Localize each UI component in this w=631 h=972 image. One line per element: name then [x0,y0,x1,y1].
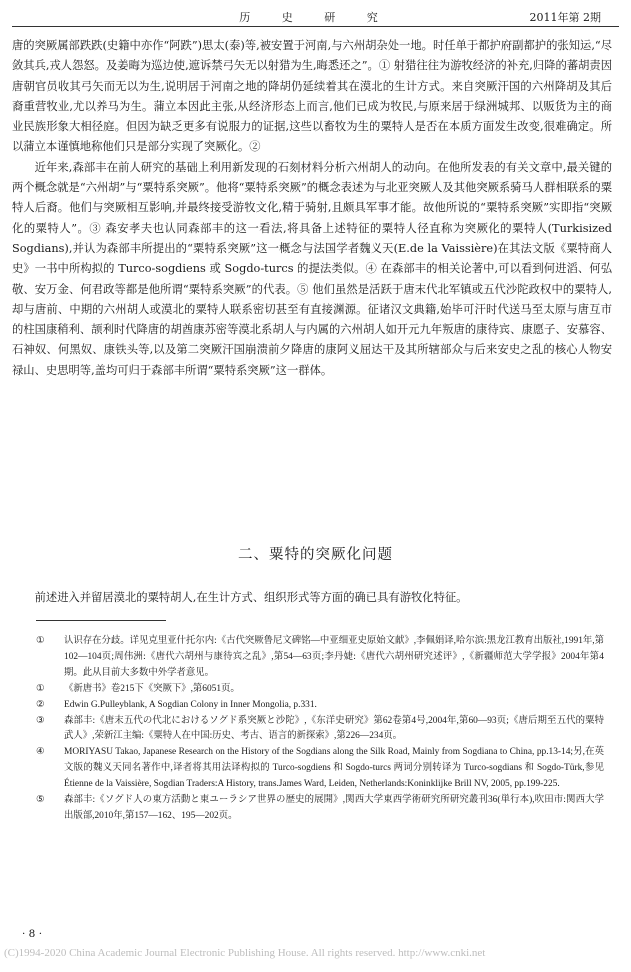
footnote-text: 认识存在分歧。详见克里亚什托尔内:《古代突厥鲁尼文碑铭—中亚细亚史原始文献》,李佩娟译,哈尔滨:黑龙江教育出版社,1991年,第102—104页;周伟洲:《唐代六胡州与康待宾之乱》,第54—63页;李丹婕:《唐代六胡州研究述评》,《新疆师范大学学报》2004年第4期。此从目前大多数中外学者意见。 [64,636,604,678]
section-lead-paragraph: 前述进入并留居漠北的粟特胡人,在生计方式、组织形式等方面的确已具有游牧化特征。 [34,591,468,604]
running-header [12,4,619,27]
journal-title: 历 史 研 究 [239,11,392,24]
footnote-divider [36,620,166,621]
footnote-text: 《新唐书》卷215下《突厥下》,第6051页。 [64,683,240,694]
footnote-marker: ⑤ [36,795,45,806]
footnote-text: MORIYASU Takao, Japanese Research on the History of the Sogdians along the Silk Road, Mainly from Sogdiana to China, pp.13-14;另,在英文版的魏义天同名著作中,译者将其用法译构拟的 Turco-sogdiens 和 Sogdo-turcs 两词分别转译为 Turco-sogdians 和 Sogdo-Türk,参见 Étienne de la Vaissière, Sogdian Traders:A History, trans.James Ward, Leiden, Netherlands:Koninklijke Brill NV, 2005, pp.199-225. [64,747,604,790]
footnote-text: 森部丰:《唐末五代の代北におけるソグド系突厥と沙陀》,《东洋史研究》第62卷第4号,2004年,第60—93页;《唐后期至五代的粟特武人》,荣新江主编:《粟特人在中国:历史、考古、语言的新探索》,第226—234页。 [64,715,604,742]
footnote-item [36,634,604,682]
footnote-text: Edwin G.Pulleyblank, A Sogdian Colony in Inner Mongolia, p.331. [64,699,317,710]
footnote-item [36,698,604,714]
footnote-item [36,745,604,793]
body-paragraph: 唐的突厥属部跌跌(史籍中亦作“阿跌”)思太(泰)等,被安置于河南,与六州胡杂处一地。时任单于都护府副都护的张知运,“尽敛其兵,戎人怨怒。及姜晦为巡边使,遮诉禁弓矢无以射猎为生,晦悉还之”。① 射猎往往为游牧经济的补充,归降的蕃胡责因唐朝官员收其弓矢而无以为生,说明居于河南之地的降胡仍延续着其在漠北的生计方式。来自突厥汗国的六州降胡及其后裔重营牧业,尤以养马为生。蒲立本因此主张,从经济形态上而言,他们已成为牧民,与原来居于绿洲城邦、以贩货为主的商业民族形象大相径庭。但因为缺乏更多有说服力的证据,这些以畜牧为生的粟特人是否在本质方面发生改变,很难确定。所以蒲立本谨慎地称他们只是部分实现了突厥化。② [12,39,612,154]
footnote-item [36,793,604,825]
footnote-marker: ④ [36,747,45,758]
issue-label: 2011年第 2期 [529,11,601,24]
section-heading: 二、粟特的突厥化问题 [238,547,393,563]
footnote-marker: ① [36,636,45,646]
article-body [12,36,612,381]
footnote-item [36,682,604,698]
footnote-item [36,714,604,746]
footnote-marker: ① [36,683,45,694]
footnote-text: 森部丰:《ソグド人の東方活動と東ユーラシア世界の歴史的展開》,関西大学東西学術研究所研究叢刊36(単行本),吹田市:関西大学出版部,2010年,第157—162、195—202页。 [64,795,604,821]
footnote-marker: ② [36,699,45,710]
page-number: · 8 · [22,928,43,940]
footnotes [36,634,604,825]
body-paragraph: 近年来,森部丰在前人研究的基础上利用新发现的石刻材料分析六州胡人的动向。在他所发表的有关文章中,最关键的两个概念就是“六州胡”与“粟特系突厥”。他将“粟特系突厥”的概念表述为与北亚突厥人及其他突厥系骑马人群相联系的粟特人后裔。他们与突厥相互影响,并最终接受游牧文化,精于骑射,且颇具军事才能。故他所说的“粟特系突厥”实即指“突厥化的粟特人”。③ 森安孝夫也认同森部丰的这一看法,将具备上述特征的粟特人径直称为突厥化的粟特人(Turkisized Sogdians),并认为森部丰所提出的“粟特系突厥”这一概念与法国学者魏义天(E.de la Vaissière)在其法文版《粟特商人史》一书中所构拟的 Turco-sogdiens 或 Sogdo-turcs 的提法类似。④ 在森部丰的相关论著中,可以看到何进滔、何弘敬、安万金、何君政等都是他所谓“粟特系突厥”的代表。⑤ 他们虽然是活跃于唐末代北军镇或五代沙陀政权中的粟特人,却与唐前、中期的六州胡人或漠北的粟特人联系密切甚至有直接渊源。征诸汉文典籍,始毕可汗时代送马至太原与唐互市的柱国康稍利、颉利时代降唐的胡酋康苏密等漠北系胡人与内属的六州胡人如开元九年叛唐的康待宾、康愿子、安慕容、石神奴、何黑奴、康铁头等,以及第二突厥汗国崩溃前夕降唐的康阿义屈达干及其所辖部众与后来安史之乱的核心人物安禄山、史思明等,盖均可归于森部丰所谓“粟特系突厥”这一群体。 [12,160,612,377]
footnote-marker: ③ [36,715,45,726]
copyright-watermark: (C)1994-2020 China Academic Journal Electronic Publishing House. All rights reserved. http://www.cnki.net [4,947,486,959]
